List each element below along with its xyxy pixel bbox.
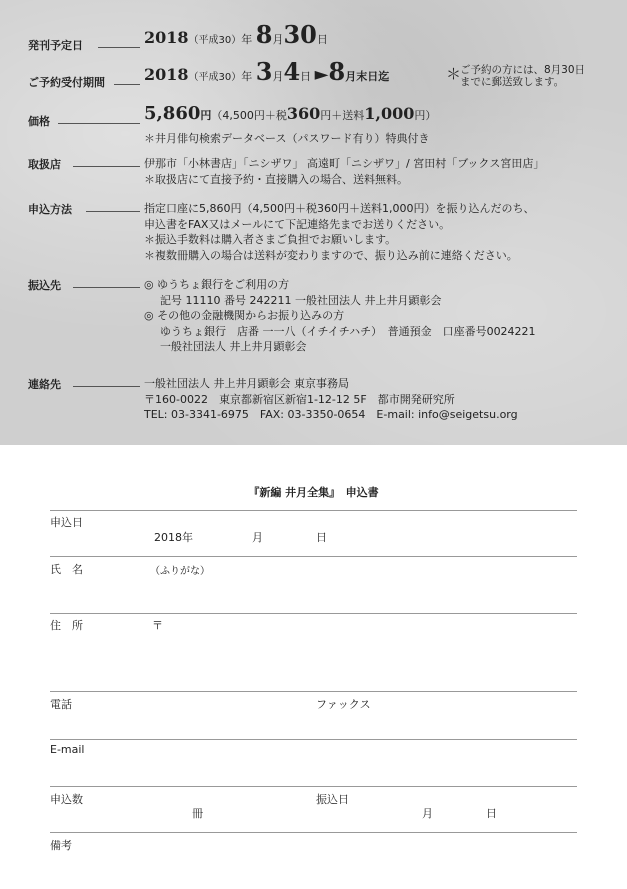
date-year[interactable]: 2018年 <box>154 531 193 544</box>
date-label: 申込日 <box>50 516 83 529</box>
transfer-date-label: 振込日 <box>316 793 349 806</box>
remarks-field[interactable] <box>100 834 577 880</box>
name-label: 氏 名 <box>50 563 83 576</box>
price-label: 価格 <box>28 115 50 128</box>
transfer-label: 振込先 <box>28 279 61 292</box>
contact-label: 連絡先 <box>28 378 61 391</box>
form-divider <box>50 739 577 740</box>
furigana-label: （ふりがな） <box>150 566 210 577</box>
application-label: 申込方法 <box>28 203 72 216</box>
phone-field[interactable] <box>100 693 300 737</box>
leader-line <box>73 386 140 387</box>
release-date-value: 2018（平成30）年 8月30日 <box>144 20 328 49</box>
quantity-label: 申込数 <box>50 793 83 806</box>
reservation-value: 2018（平成30）年 3月4日 ►8月末日迄 <box>144 57 390 86</box>
transfer-month[interactable]: 月 <box>422 807 433 820</box>
stores-text: 伊那市「小林書店」「ニシザワ」 高遠町「ニシザワ」/ 宮田村「ブックス宮田店」 ＊取扱店にて直接予約・直接購入の場合、送料無料。 <box>144 157 545 186</box>
arrow-icon: ► <box>314 64 329 85</box>
transfer-text: ◎ ゆうちょ銀行をご利用の方 記号 11110 番号 242211 一般社団法人 井上井月顕彰会 ◎ その他の金融機関からお振り込みの方 ゆうちょ銀行 店番 一一八（イチイチハチ） 普通預金 口座番号0024221 一般社団法人 井上井月顕彰会 <box>144 278 536 353</box>
form-divider <box>50 832 577 833</box>
form-divider <box>50 691 577 692</box>
transfer-day[interactable]: 日 <box>486 807 497 820</box>
phone-label: 電話 <box>50 698 72 711</box>
date-month[interactable]: 月 <box>252 531 263 544</box>
postal-mark: 〒 <box>152 619 163 632</box>
application-text: 指定口座に5,860円（4,500円＋税360円＋送料1,000円）を振り込んだのち、 申込書をFAX又はメールにて下記連絡先までお送りください。 ＊振込手数料は購入者さまご負担でお願いします。 ＊複数冊購入の場合は送料が変わりますので、振り込み前に連絡ください。 <box>144 202 535 262</box>
address-label: 住 所 <box>50 619 83 632</box>
reservation-label: ご予約受付期間 <box>28 76 105 89</box>
leader-line <box>86 211 140 212</box>
email-field[interactable] <box>100 741 577 785</box>
form-divider <box>50 786 577 787</box>
form-divider <box>50 556 577 557</box>
form-divider <box>50 510 577 511</box>
contact-text: 一般社団法人 井上井月顕彰会 東京事務局 〒160-0022 東京都新宿区新宿1-12-12 5F 都市開発研究所 TEL: 03-3341-6975 FAX: 03-3350-0654 E-mail: info@seigetsu.org <box>144 377 518 421</box>
leader-line <box>58 123 140 124</box>
form-divider <box>50 613 577 614</box>
remarks-label: 備考 <box>50 839 72 852</box>
leader-line <box>73 287 140 288</box>
form-title: 『新編 井月全集』 申込書 <box>248 486 379 499</box>
price-bonus: ＊井月俳句検索データベース（パスワード有り）特典付き <box>144 132 430 145</box>
leader-line <box>114 84 140 85</box>
date-day[interactable]: 日 <box>316 531 327 544</box>
name-field[interactable] <box>150 578 577 612</box>
leader-line <box>73 166 140 167</box>
price-value: 5,860円（4,500円＋税360円＋送料1,000円） <box>144 103 437 124</box>
email-label: E-mail <box>50 743 85 756</box>
address-field[interactable] <box>168 615 577 689</box>
stores-label: 取扱店 <box>28 158 61 171</box>
leader-line <box>98 47 140 48</box>
info-panel: 発刊予定日 2018（平成30）年 8月30日 ご予約受付期間 2018（平成30）年 3月4日 ►8月末日迄 ＊ ご予約の方には、8月30日 までに郵送致します。 価格 5,860円（4,500円＋税360円＋送料1,000円） ＊井月俳句検索データベース（パスワード有り）特典付き 取扱店 伊那市「小林書店」「ニシザワ」 高遠町「ニシザワ」/ 宮田村「ブックス宮田店」 ＊取扱店にて直接予約・直接購入の場合、送料無料。 申込方法 指定口座に5,860円（4,500円＋税360円＋送料1,000円）を振り込んだのち、 申込書をFAX又はメールにて下記連絡先までお送りください。 ＊振込手数料は購入者さまご負担でお願いします。 ＊複数冊購入の場合は送料が変わりますので、振り込み前に連絡ください。 振込先 ◎ ゆうちょ銀行をご利用の方 記号 11110 番号 242211 一般社団法人 井上井月顕彰会 ◎ その他の金融機関からお振り込みの方 ゆうちょ銀行 店番 一一八（イチイチハチ） 普通預金 口座番号0024221 一般社団法人 井上井月顕彰会 連絡先 一般社団法人 井上井月顕彰会 東京事務局 〒160-0022 東京都新宿区新宿1-12-12 5F 都市開発研究所 TEL: 03-3341-6975 FAX: 03-3350-0654 E-mail: info@seigetsu.org <box>0 0 627 445</box>
fax-field[interactable] <box>380 693 577 737</box>
fax-label: ファックス <box>316 698 371 711</box>
quantity-unit[interactable]: 冊 <box>192 807 203 820</box>
release-date-label: 発刊予定日 <box>28 39 83 52</box>
